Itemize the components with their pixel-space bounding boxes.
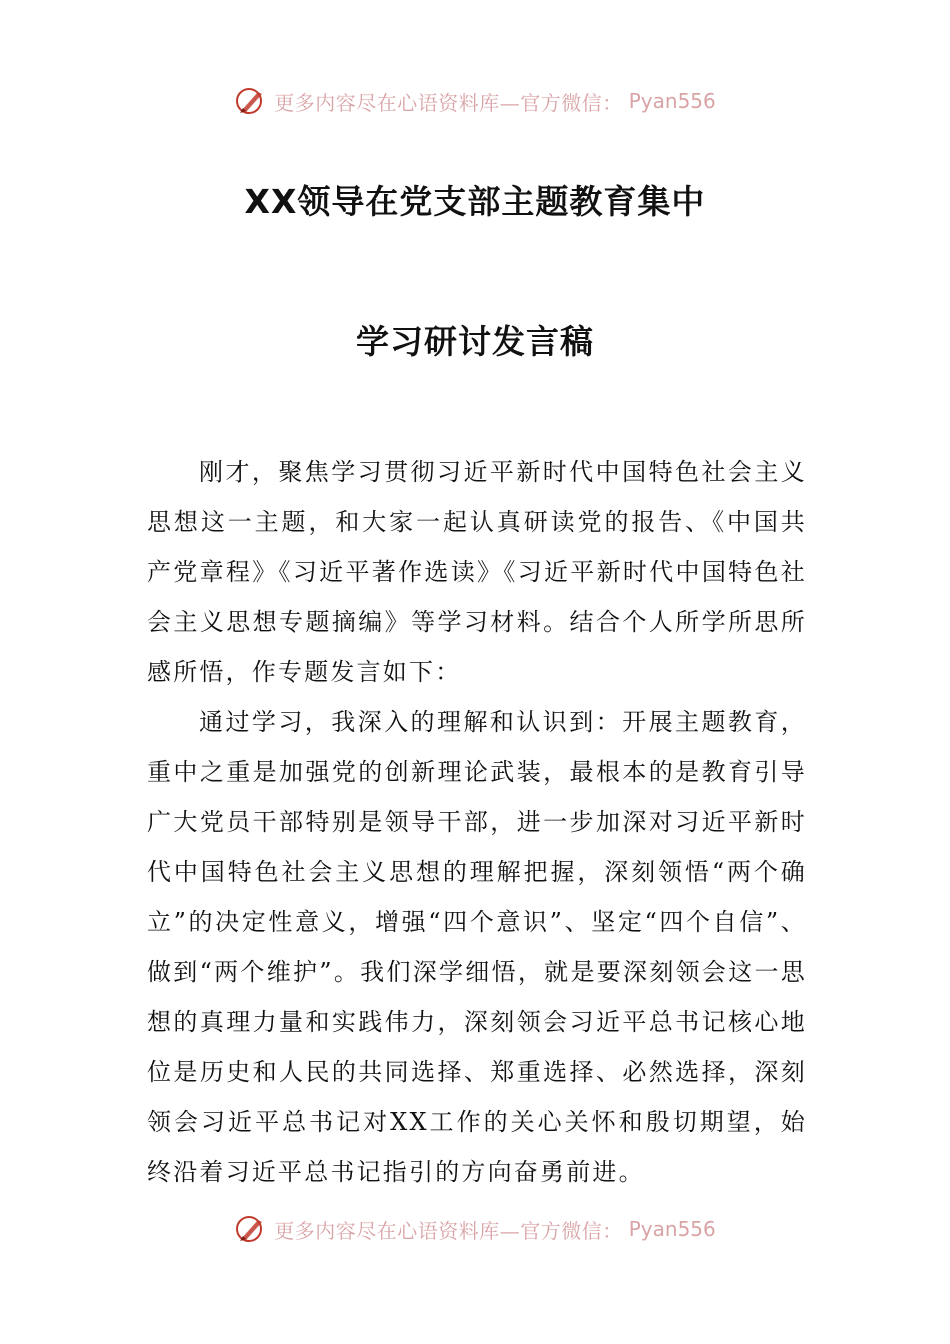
watermark-wechat-id: Pyan556 bbox=[628, 1217, 716, 1241]
watermark-text: 更多内容尽在心语资料库—官方微信： bbox=[274, 90, 623, 115]
pen-logo-icon bbox=[234, 84, 268, 118]
pen-logo-icon bbox=[234, 1212, 268, 1246]
paragraph: 刚才，聚焦学习贯彻习近平新时代中国特色社会主义思想这一主题，和大家一起认真研读党的报告、《中国共产党章程》《习近平著作选读》《习近平新时代中国特色社会主义思想专题摘编》等学习材料。结合个人所学所思所感所悟，作专题发言如下： bbox=[147, 458, 807, 686]
watermark-text: 更多内容尽在心语资料库—官方微信： bbox=[274, 1218, 623, 1243]
footer-watermark bbox=[0, 1212, 950, 1246]
paragraph: 通过学习，我深入的理解和认识到：开展主题教育，重中之重是加强党的创新理论武装，最根本的是教育引导广大党员干部特别是领导干部，进一步加深对习近平新时代中国特色社会主义思想的理解把握，深刻领悟“两个确立”的决定性意义，增强“四个意识”、坚定“四个自信”、做到“两个维护”。我们深学细悟，就是要深刻领会这一思想的真理力量和实践伟力，深刻领会习近平总书记核心地位是历史和人民的共同选择、郑重选择、必然选择，深刻领会习近平总书记对XX工作的关心关怀和殷切期望，始终沿着习近平总书记指引的方向奋勇前进。 bbox=[147, 708, 807, 1186]
watermark-wechat-id: Pyan556 bbox=[628, 89, 716, 113]
document-title-line-1: XX领导在党支部主题教育集中 bbox=[244, 182, 706, 221]
document-title-line-2: 学习研讨发言稿 bbox=[356, 322, 594, 361]
document-body bbox=[147, 447, 807, 1197]
header-watermark bbox=[0, 84, 950, 118]
